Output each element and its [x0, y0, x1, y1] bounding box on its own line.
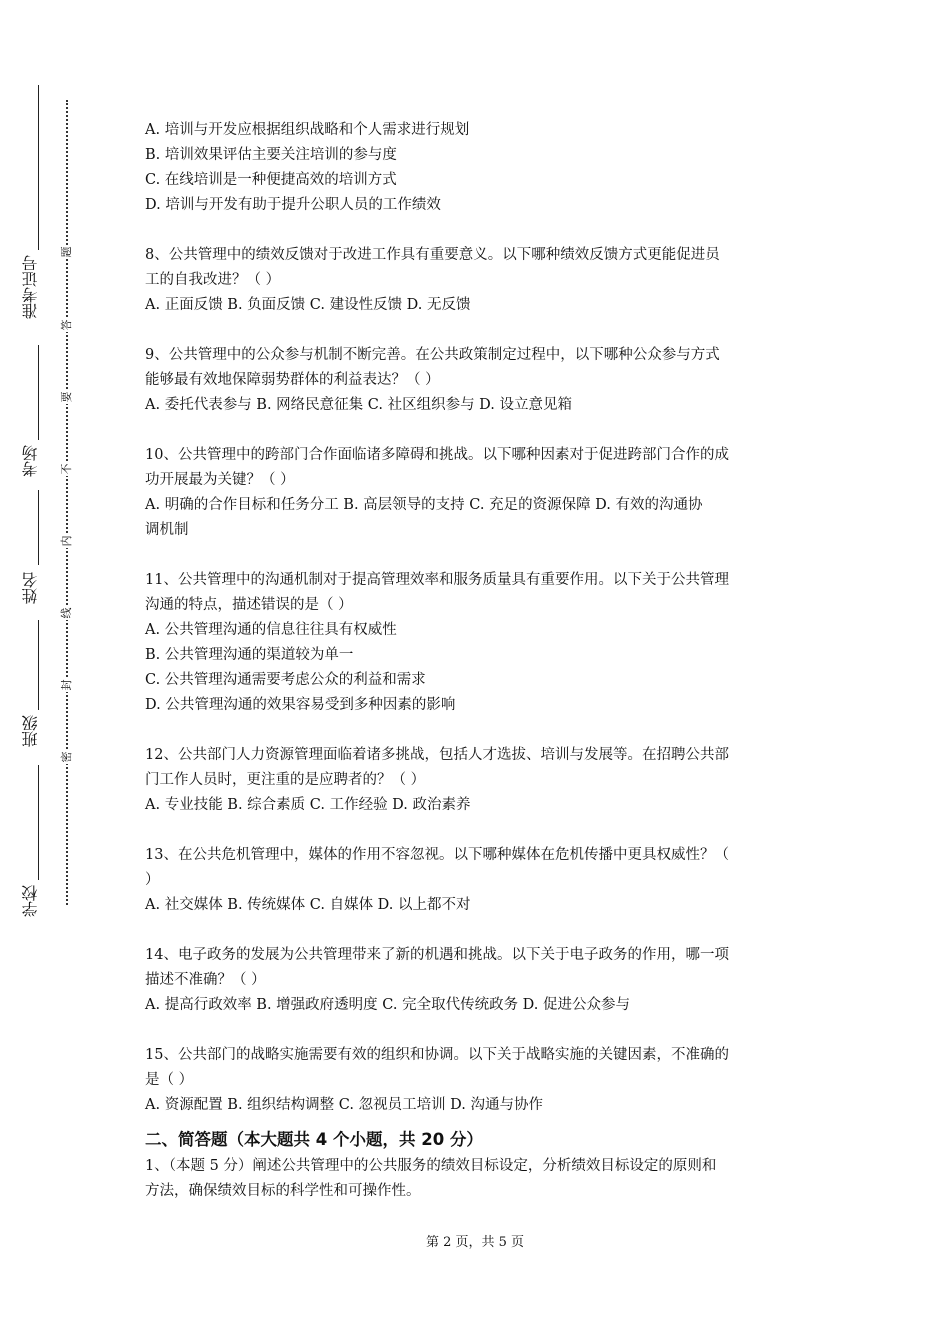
- class-label: 班级: [21, 715, 40, 747]
- question-stem: 9、公共管理中的公众参与机制不断完善。在公共政策制定过程中，以下哪种公众参与方式: [145, 347, 720, 363]
- option: C. 在线培训是一种便捷高效的培训方式: [145, 172, 397, 188]
- question-stem: 方法，确保绩效目标的科学性和可操作性。: [145, 1183, 421, 1199]
- school-line: [38, 765, 39, 880]
- question-stem: 12、公共部门人力资源管理面临着诸多挑战，包括人才选拔、培训与发展等。在招聘公共部: [145, 747, 729, 763]
- question-9: [145, 343, 813, 418]
- class-line: [38, 620, 39, 710]
- question-8: [145, 243, 813, 318]
- question-14: [145, 943, 813, 1018]
- question-options: A. 资源配置 B. 组织结构调整 C. 忽视员工培训 D. 沟通与协作: [145, 1097, 544, 1113]
- option: A. 公共管理沟通的信息往往具有权威性: [145, 622, 397, 638]
- question-stem: 13、在公共危机管理中，媒体的作用不容忽视。以下哪种媒体在危机传播中更具权威性？（: [145, 847, 729, 863]
- question-12: [145, 743, 813, 818]
- question-stem: 11、公共管理中的沟通机制对于提高管理效率和服务质量具有重要作用。以下关于公共管理: [145, 572, 729, 588]
- exam-no-label: 准考证号: [21, 255, 40, 319]
- question-stem: 沟通的特点，描述错误的是（ ）: [145, 597, 353, 613]
- question-options: 调机制: [145, 522, 189, 538]
- question-stem: 功开展最为关键？（ ）: [145, 472, 295, 488]
- question-options: A. 提高行政效率 B. 增强政府透明度 C. 完全取代传统政务 D. 促进公众参与: [145, 997, 631, 1013]
- question-stem: 8、公共管理中的绩效反馈对于改进工作具有重要意义。以下哪种绩效反馈方式更能促进员: [145, 247, 720, 263]
- school-label: 学校: [21, 885, 40, 917]
- option: C. 公共管理沟通需要考虑公众的利益和需求: [145, 672, 426, 688]
- question-stem: 描述不准确？（ ）: [145, 972, 266, 988]
- option: D. 培训与开发有助于提升公职人员的工作绩效: [145, 197, 441, 213]
- question-10: [145, 443, 813, 543]
- question-options: A. 专业技能 B. 综合素质 C. 工作经验 D. 政治素养: [145, 797, 471, 813]
- question-13: [145, 843, 813, 918]
- question-11: [145, 568, 813, 718]
- question-stem: 能够最有效地保障弱势群体的利益表达？（ ）: [145, 372, 440, 388]
- option: B. 公共管理沟通的渠道较为单一: [145, 647, 354, 663]
- room-label: 考场: [21, 445, 40, 477]
- room-line: [38, 345, 39, 440]
- name-label: 姓名: [21, 572, 40, 604]
- name-line: [38, 490, 39, 565]
- exam-content: [145, 118, 813, 1204]
- seal-char: 题: [60, 246, 73, 258]
- seal-char: 密: [60, 751, 73, 763]
- option: D. 公共管理沟通的效果容易受到多种因素的影响: [145, 697, 456, 713]
- question-stem: 10、公共管理中的跨部门合作面临诸多障碍和挑战。以下哪种因素对于促进跨部门合作的成: [145, 447, 729, 463]
- page-number: 第 2 页，共 5 页: [425, 1235, 525, 1250]
- seal-dotted-line: [66, 100, 68, 905]
- question-15: [145, 1043, 813, 1118]
- question-options: A. 明确的合作目标和任务分工 B. 高层领导的支持 C. 充足的资源保障 D. 有效的沟通协: [145, 497, 703, 513]
- question-options: A. 委托代表参与 B. 网络民意征集 C. 社区组织参与 D. 设立意见箱: [145, 397, 573, 413]
- option: A. 培训与开发应根据组织战略和个人需求进行规划: [145, 122, 470, 138]
- seal-char: 不: [60, 463, 73, 475]
- seal-char: 要: [60, 391, 73, 403]
- question-options: A. 社交媒体 B. 传统媒体 C. 自媒体 D. 以上都不对: [145, 897, 471, 913]
- binding-margin: [0, 0, 120, 1344]
- question-stem: 门工作人员时，更注重的是应聘者的？（ ）: [145, 772, 426, 788]
- question-stem: ）: [145, 872, 160, 888]
- question-stem: 工的自我改进？（ ）: [145, 272, 281, 288]
- seal-char: 封: [60, 679, 73, 691]
- exam-no-line: [38, 85, 39, 250]
- question-options: A. 正面反馈 B. 负面反馈 C. 建设性反馈 D. 无反馈: [145, 297, 471, 313]
- seal-char: 答: [60, 319, 73, 331]
- question-7-options: [145, 118, 813, 218]
- question-stem: 1、（本题 5 分）阐述公共管理中的公共服务的绩效目标设定，分析绩效目标设定的原则和: [145, 1158, 717, 1174]
- question-stem: 是（ ）: [145, 1072, 194, 1088]
- question-stem: 15、公共部门的战略实施需要有效的组织和协调。以下关于战略实施的关键因素，不准确的: [145, 1047, 729, 1063]
- option: B. 培训效果评估主要关注培训的参与度: [145, 147, 397, 163]
- section-title: 二、简答题（本大题共 4 个小题，共 20 分）: [145, 1130, 483, 1149]
- question-stem: 14、电子政务的发展为公共管理带来了新的机遇和挑战。以下关于电子政务的作用，哪一项: [145, 947, 729, 963]
- seal-char: 内: [60, 535, 73, 547]
- short-answer-question-1: [145, 1154, 813, 1204]
- seal-char: 线: [60, 607, 73, 619]
